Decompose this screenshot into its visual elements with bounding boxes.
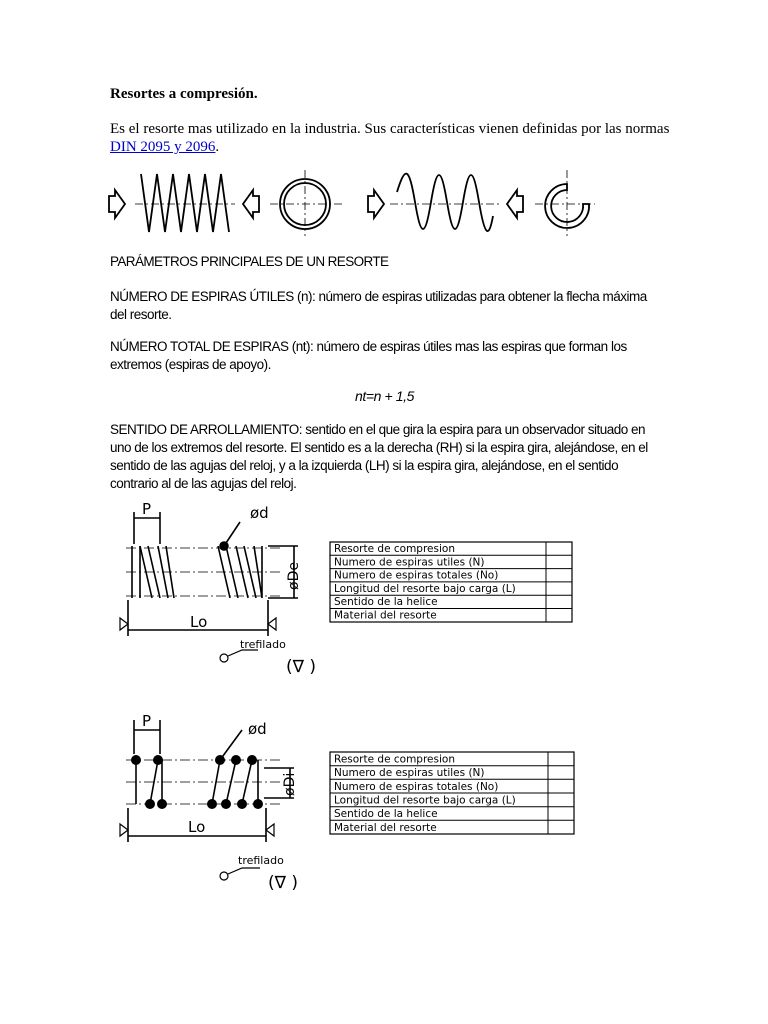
intro-paragraph [110,120,670,156]
intro-text: Es el resorte mas utilizado en la industria. Sus características vienen definidas por las normas [110,121,670,137]
arrow-right-icon [368,190,384,218]
arrow-left-icon [243,190,259,218]
spring-drawing-outer-diameter [108,500,598,690]
finish-label: trefilado [240,638,286,651]
spring-drawing-inner-diameter [108,708,598,893]
finish-label: trefilado [238,854,284,867]
intro-end: . [215,139,220,155]
table-cell: Numero de espiras utiles (N) [334,767,485,780]
inner-diameter-label: øDi [282,772,298,796]
winding-direction-paragraph: SENTIDO DE ARROLLAMIENTO: sentido en el que gira la espira para un observador situado en uno de los extremos del resorte. El sentido es a la derecha (RH) si la espira gira, alejándose, en el sentido de las agujas del reloj, y a la izquierda (LH) si la espira gira, alejándose, en el sentido contrario al de las agujas del reloj. [110,422,648,491]
table-cell: Sentido de la helice [334,808,438,821]
formula: nt=n + 1,5 [355,388,415,404]
table-cell: Numero de espiras totales (No) [334,780,499,793]
total-turns-paragraph: NÚMERO TOTAL DE ESPIRAS (nt): número de espiras útiles mas las espiras que forman los extremos (espiras de apoyo). [110,339,627,372]
arrow-left-icon [507,190,523,218]
table-cell: Material del resorte [334,821,437,834]
spring-spec-table [330,752,574,834]
free-length-label: Lo [188,818,206,836]
arrow-right-icon [109,190,125,218]
table-cell: Longitud del resorte bajo carga (L) [334,794,516,807]
spring-helix-icon [397,174,493,231]
wire-diameter-label: ød [248,720,267,738]
pitch-label: P [142,712,152,730]
table-cell: Resorte de compresion [334,543,455,555]
page-title: Resortes a compresión. [110,86,258,102]
wire-diameter-label: ød [250,504,269,522]
outer-diameter-label: øDe [286,562,302,590]
finish-symbol: (∇ ) [268,873,299,893]
free-length-label: Lo [190,613,208,631]
finish-symbol: (∇ ) [286,657,317,677]
table-cell: Numero de espiras totales (No) [334,569,499,582]
pitch-label: P [142,500,152,518]
spring-zigzag-icon [141,174,229,232]
table-cell: Longitud del resorte bajo carga (L) [334,582,516,595]
table-cell: Material del resorte [334,609,437,622]
table-cell: Numero de espiras utiles (N) [334,556,485,569]
table-cell: Resorte de compresion [334,753,455,766]
table-cell: Sentido de la helice [334,596,438,609]
useful-turns-paragraph: NÚMERO DE ESPIRAS ÚTILES (n): número de espiras utilizadas para obtener la flecha máxima del resorte. [110,289,647,322]
section-heading: PARÁMETROS PRINCIPALES DE UN RESORTE [110,254,389,269]
din-standard-link[interactable]: DIN 2095 y 2096 [110,139,216,155]
spring-spec-table [330,542,572,622]
spring-illustration [105,162,595,238]
